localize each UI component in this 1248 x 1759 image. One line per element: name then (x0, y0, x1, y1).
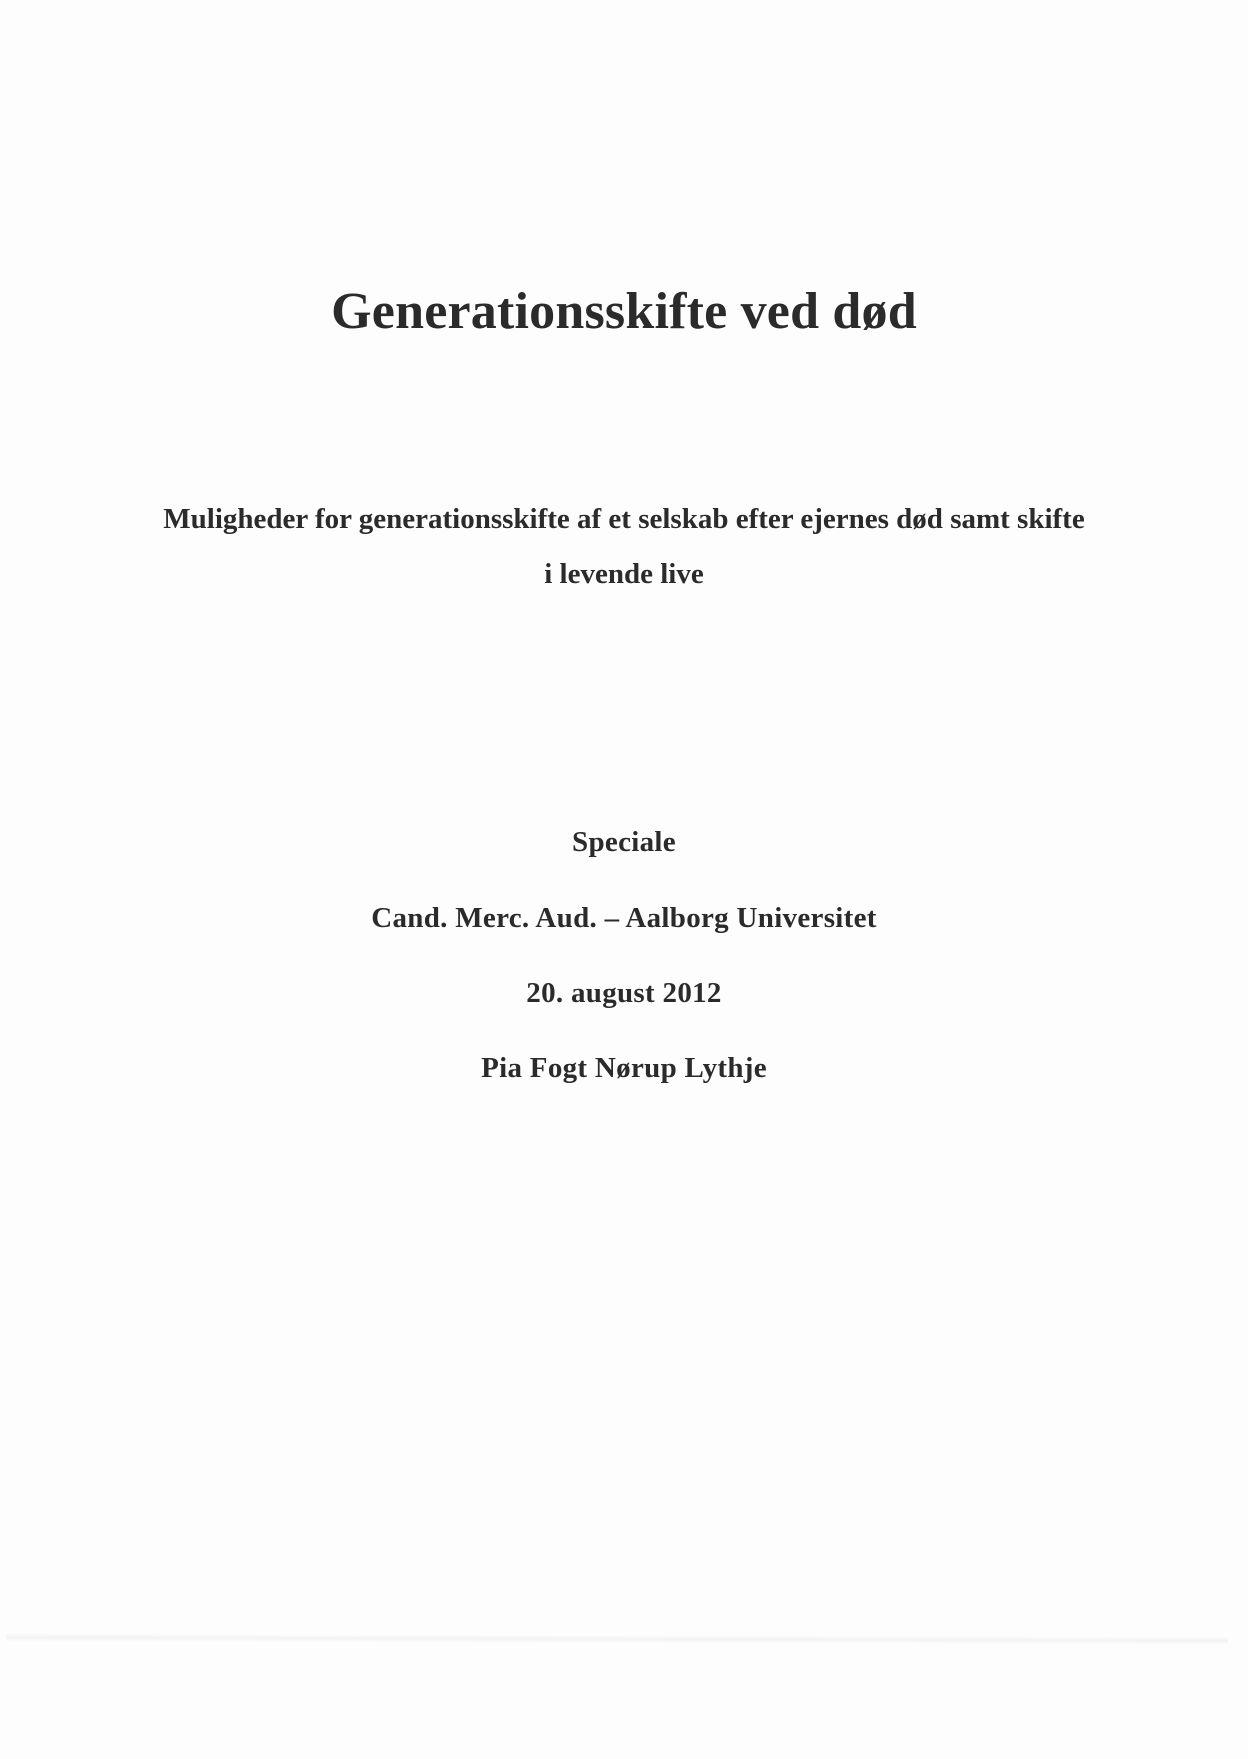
document-type: Speciale (572, 826, 676, 858)
author-name: Pia Fogt Nørup Lythje (481, 1052, 767, 1084)
document-subtitle-line-2: i levende live (544, 558, 704, 590)
document-title: Generationsskifte ved død (331, 283, 917, 340)
document-subtitle-line-1: Muligheder for generationsskifte af et selskab efter ejernes død samt skifte (163, 503, 1085, 535)
study-program: Cand. Merc. Aud. – Aalborg Universitet (371, 902, 877, 934)
document-date: 20. august 2012 (526, 977, 722, 1009)
scan-artifact-line (6, 1633, 1228, 1644)
